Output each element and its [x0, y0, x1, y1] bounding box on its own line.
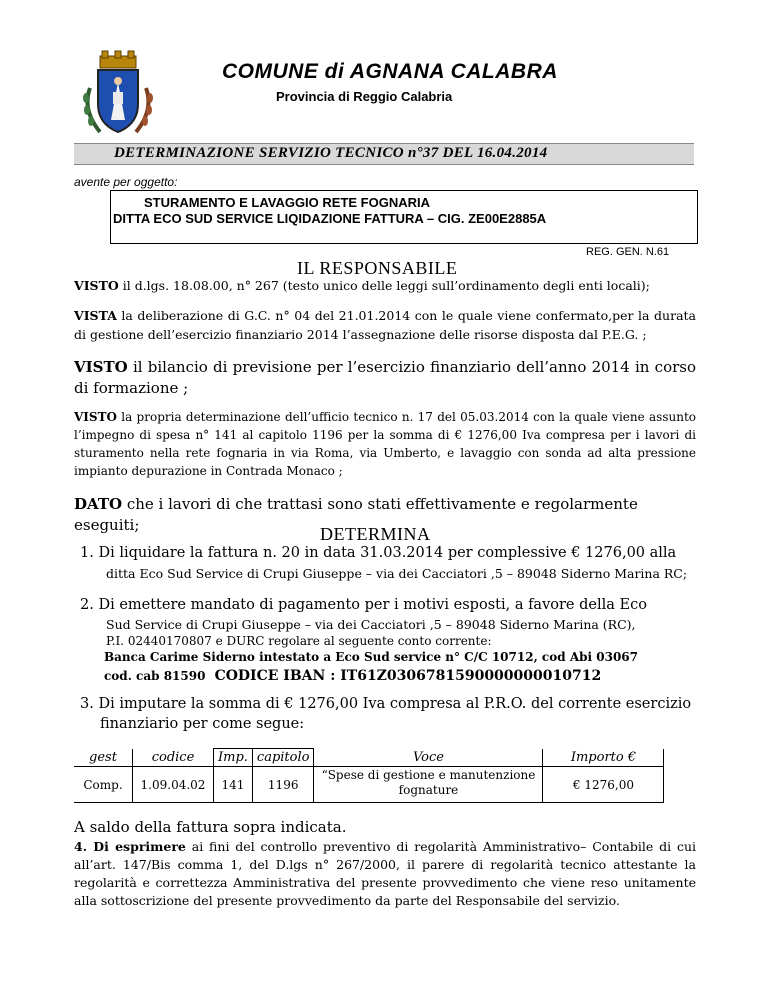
- subject-label: avente per oggetto:: [74, 175, 178, 189]
- premise-4: [74, 408, 696, 480]
- premise-1: [74, 276, 696, 295]
- premise-2-keyword: VISTA: [74, 308, 117, 323]
- item-1-line-2: ditta Eco Sud Service di Crupi Giuseppe – via dei Cacciatori ,5 – 89048 Siderno Marina RC;: [106, 566, 688, 581]
- iban-code: CODICE IBAN : IT61Z0306781590000000010712: [214, 668, 602, 684]
- determination-title: DETERMINAZIONE SERVIZIO TECNICO n°37 DEL 16.04.2014: [114, 145, 548, 161]
- cell-codice: 1.09.04.02: [133, 767, 214, 803]
- item-2-iban-line: [104, 665, 601, 684]
- premise-1-text: il d.lgs. 18.08.00, n° 267 (testo unico delle leggi sull’ordinamento degli enti locali);: [118, 278, 650, 293]
- subject-line-2: DITTA ECO SUD SERVICE LIQIDAZIONE FATTURA – CIG. ZE00E2885A: [113, 211, 547, 226]
- cab-code: cod. cab 81590: [104, 669, 206, 683]
- province-subtitle: Provincia di Reggio Calabria: [276, 89, 453, 104]
- cell-voce: [314, 767, 543, 803]
- determina-heading: DETERMINA: [320, 524, 431, 544]
- premise-3: [74, 357, 696, 399]
- voce-line-2: fognature: [398, 783, 459, 797]
- cell-capitolo: 1196: [252, 767, 314, 803]
- budget-table: [74, 748, 664, 803]
- premise-2-text: la deliberazione di G.C. n° 04 del 21.01.2014 con le quale viene confermato,per la durata di gestione dell’esercizio finanziario 2014 l’assegnazione delle risorse disposta dal P.E.G. ;: [74, 308, 696, 342]
- premise-5-text: che i lavori di che trattasi sono stati effettivamente e regolarmente eseguiti;: [74, 495, 638, 534]
- cell-importo: € 1276,00: [543, 767, 664, 803]
- premise-4-text: la propria determinazione dell’ufficio tecnico n. 17 del 05.03.2014 con la quale viene assunto l’impegno di spesa n° 141 al capitolo 1196 per la somma di € 1276,00 Iva compresa per i lavori di sturamento nella rete fognaria in via Roma, via Umberto, e lavaggio con sonda ad alta pressione impianto depurazione in Contrada Monaco ;: [74, 410, 696, 478]
- municipal-crest-logo: [78, 48, 158, 140]
- premise-3-text: il bilancio di previsione per l’esercizio finanziario dell’anno 2014 in corso di formazione ;: [74, 358, 696, 397]
- registry-number: REG. GEN. N.61: [586, 246, 670, 258]
- cell-imp: 141: [214, 767, 253, 803]
- premise-1-keyword: VISTO: [74, 278, 119, 293]
- item-3-line-1: 3. Di imputare la somma di € 1276,00 Iva compresa al P.R.O. del corrente esercizio: [80, 696, 692, 712]
- voce-line-1: “Spese di gestione e manutenzione: [321, 768, 536, 782]
- closing-balance-line: A saldo della fattura sopra indicata.: [74, 818, 347, 836]
- premise-4-keyword: VISTO: [74, 410, 117, 424]
- item-2-line-3: P.I. 02440170807 e DURC regolare al seguente conto corrente:: [106, 634, 492, 648]
- header-gest: gest: [74, 749, 133, 767]
- header-importo: Importo €: [543, 749, 664, 767]
- responsible-heading: IL RESPONSABILE: [297, 258, 458, 278]
- header-codice: codice: [133, 749, 214, 767]
- item-2-line-1: 2. Di emettere mandato di pagamento per i motivi esposti, a favore della Eco: [80, 597, 647, 613]
- premise-3-keyword: VISTO: [74, 358, 128, 376]
- item-3-line-2: finanziario per come segue:: [100, 716, 305, 732]
- item-4-text: ai fini del controllo preventivo di regolarità Amministrativo– Contabile di cui all’art. 147/Bis comma 1, del D.lgs n° 267/2000, il parere di regolarità tecnico attestante la regolarità e correttezza Amministrativa del presente provvedimento che viene reso unitamente alla sottoscrizione del presente provvedimento da parte del Responsabile del servizio.: [74, 839, 696, 908]
- item-4-paragraph: [74, 838, 696, 910]
- item-2-bank-line: Banca Carime Siderno intestato a Eco Sud service n° C/C 10712, cod Abi 03067: [104, 650, 638, 664]
- municipality-title: COMUNE di AGNANA CALABRA: [222, 60, 558, 83]
- premise-2: [74, 306, 696, 344]
- header-capitolo: capitolo: [252, 749, 314, 767]
- header-voce: Voce: [314, 749, 543, 767]
- item-2-line-2: Sud Service di Crupi Giuseppe – via dei Cacciatori ,5 – 89048 Siderno Marina (RC),: [106, 617, 636, 632]
- item-4-keyword: 4. Di esprimere: [74, 839, 186, 854]
- header-imp: Imp.: [214, 749, 253, 767]
- subject-line-1: STURAMENTO E LAVAGGIO RETE FOGNARIA: [144, 195, 431, 210]
- cell-gest: Comp.: [74, 767, 133, 803]
- premise-5-keyword: DATO: [74, 495, 123, 513]
- item-1-line-1: 1. Di liquidare la fattura n. 20 in data 31.03.2014 per complessive € 1276,00 alla: [80, 545, 677, 561]
